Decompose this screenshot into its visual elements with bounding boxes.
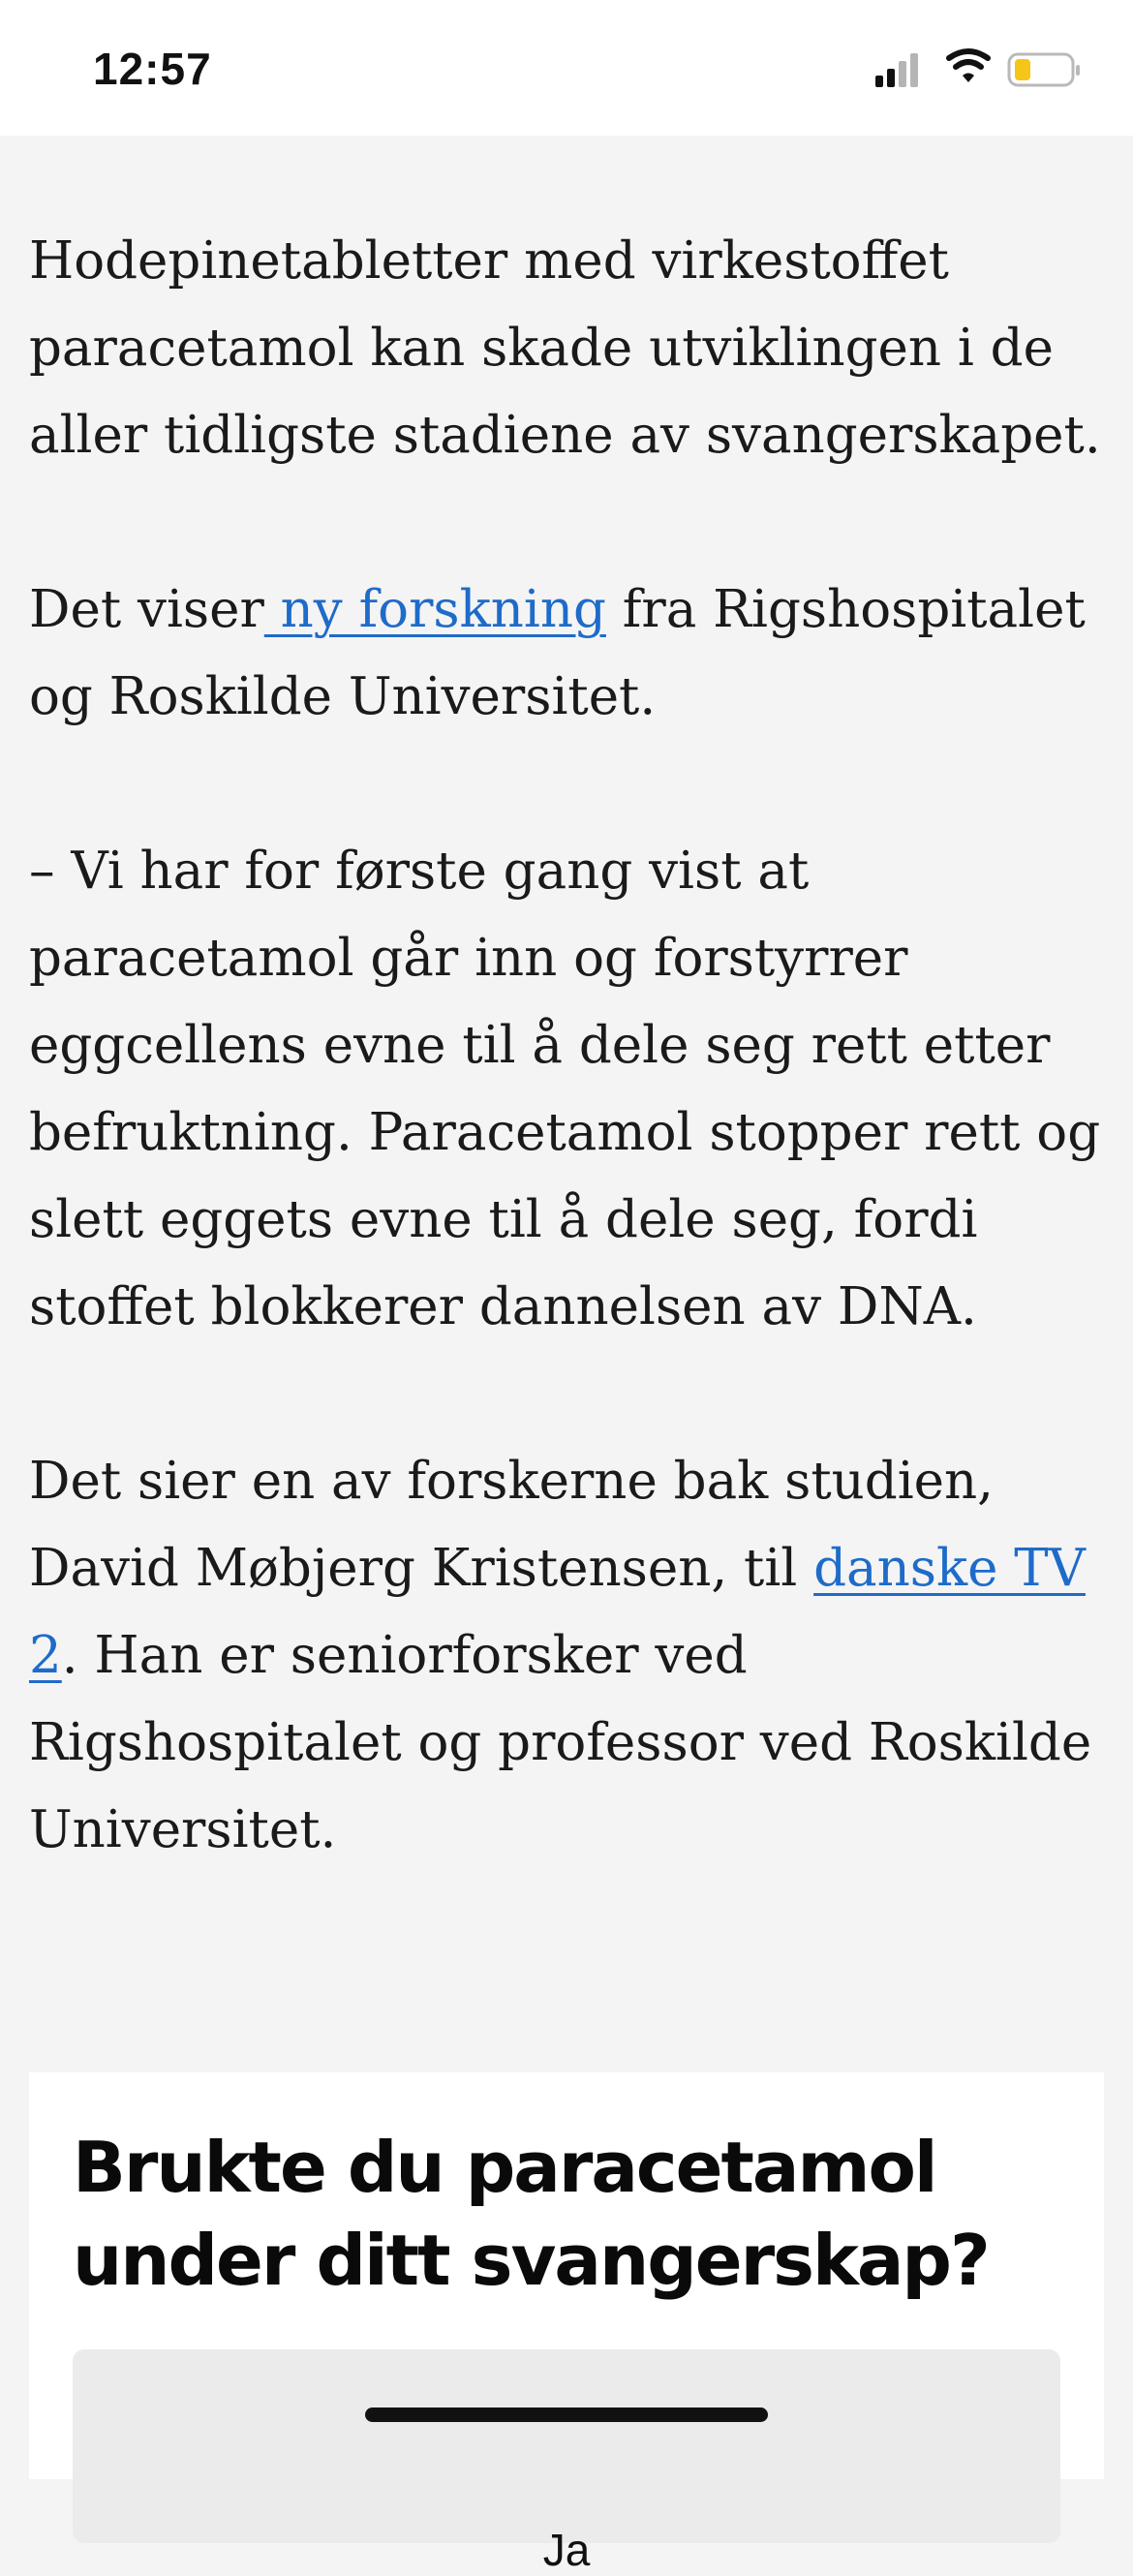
status-time: 12:57 bbox=[93, 44, 212, 94]
article-paragraph-intro bbox=[29, 218, 1104, 479]
status-bar bbox=[0, 0, 1133, 136]
wifi-icon bbox=[949, 51, 988, 82]
cellular-signal-icon bbox=[875, 53, 918, 87]
poll-option-ja-button[interactable] bbox=[73, 2349, 1060, 2575]
battery-low-icon bbox=[1009, 54, 1080, 85]
article-paragraph-attribution bbox=[29, 1438, 1104, 1874]
paragraph-text: . Han er seniorforsker ved Rigshospitalet og professor ved Roskilde Universitet. bbox=[29, 1626, 1092, 1859]
ny-forskning-link[interactable]: ny forskning bbox=[263, 580, 606, 639]
paragraph-text: Det sier en av forskerne bak studien, David Møbjerg Kristensen, til bbox=[29, 1452, 995, 1598]
poll-option-label: Ja bbox=[542, 2525, 591, 2575]
paragraph-text: Det viser bbox=[29, 580, 264, 639]
article-body bbox=[29, 218, 1104, 1961]
home-indicator[interactable] bbox=[365, 2407, 768, 2422]
danske-tv2-link[interactable]: danske TV 2 bbox=[29, 1539, 1086, 1685]
poll-title: Brukte du paracetamol under ditt svangerskap? bbox=[73, 2127, 989, 2301]
paragraph-text: fra Rigshospitalet og Roskilde Universitet. bbox=[29, 580, 1086, 726]
status-icons bbox=[872, 46, 1085, 95]
article-paragraph-quote bbox=[29, 828, 1104, 1351]
paragraph-text: – Vi har for første gang vist at paracetamol går inn og forstyrrer eggcellens evne til å dele seg rett etter befruktning. Paracetamol stopper rett og slett eggets evne til å dele seg, fordi stoffet blokkerer dannelsen av DNA. bbox=[29, 842, 1101, 1336]
article-paragraph-source bbox=[29, 567, 1104, 741]
paragraph-text: Hodepinetabletter med virkestoffet paracetamol kan skade utviklingen i de aller tidligste stadiene av svangerskapet. bbox=[29, 231, 1101, 465]
